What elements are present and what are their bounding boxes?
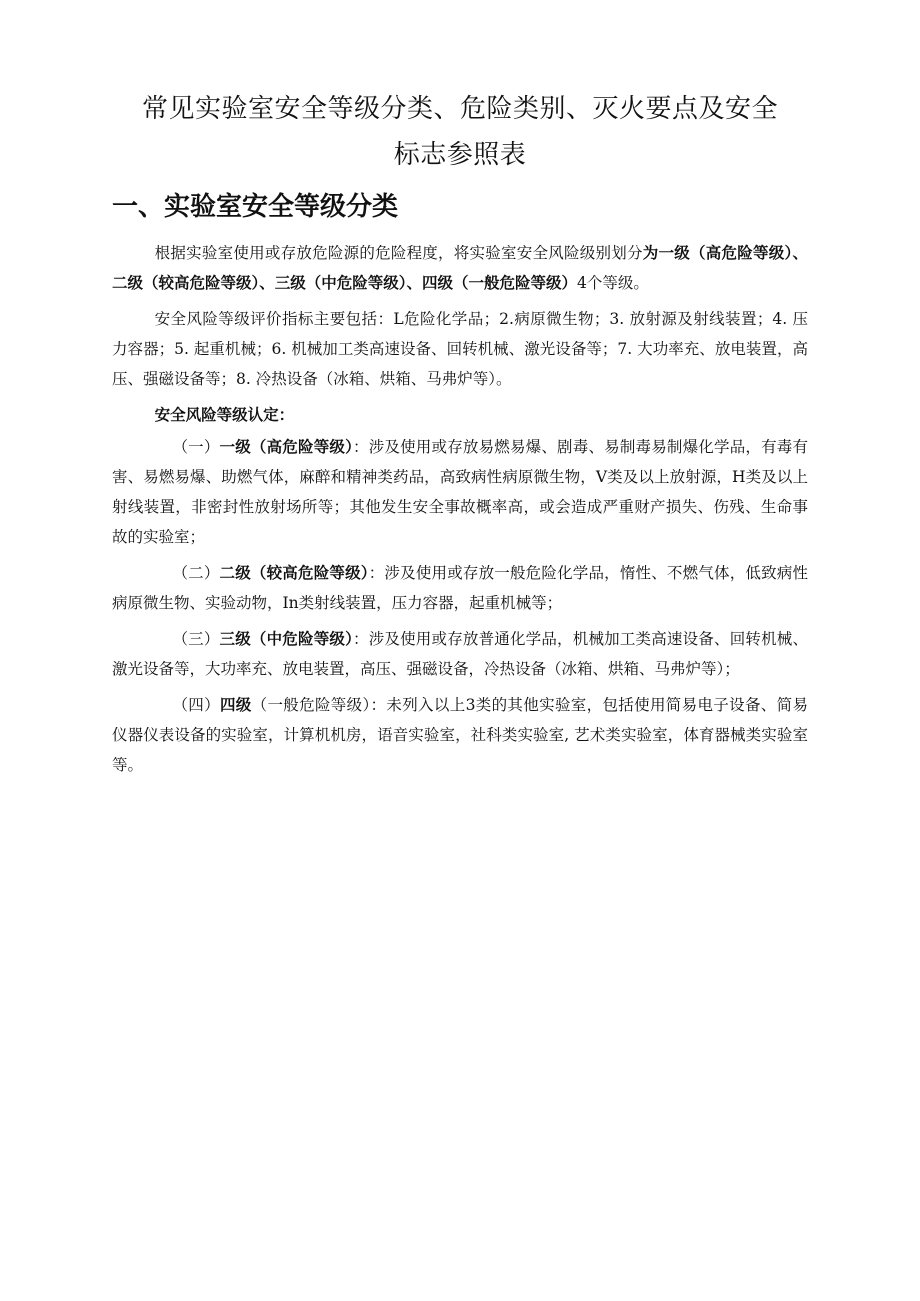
level-2-prefix: （二） bbox=[172, 564, 220, 582]
level-4-paragraph bbox=[112, 690, 808, 780]
level-3-paragraph bbox=[112, 624, 808, 684]
level-4-title: 四级 bbox=[219, 696, 252, 714]
level-2-paragraph bbox=[112, 558, 808, 618]
level-1-prefix: （一） bbox=[172, 438, 220, 456]
level-1-text: ：涉及使用或存放易燃易爆、剧毒、易制毒易制爆化学品，有毒有害、易燃易爆、助燃气体，麻醉和精神类药品，高致病性病原微生物，V类及以上放射源，H类及以上射线装置，非密封性放射场所等；其他发生安全事故概率高，或会造成严重财产损失、伤残、生命事故的实验室； bbox=[112, 438, 808, 546]
level-4-prefix: （四） bbox=[172, 696, 220, 714]
level-3-text: ：涉及使用或存放普通化学品，机械加工类高速设备、回转机械、激光设备等，大功率充、放电装置，高压、强磁设备，冷热设备（冰箱、烘箱、马弗炉等）； bbox=[112, 630, 808, 678]
title-line-2: 标志参照表 bbox=[393, 140, 527, 170]
level-2-text: ：涉及使用或存放一般危险化学品，惰性、不燃气体，低致病性病原微生物、实验动物，In类射线装置，压力容器，起重机械等； bbox=[112, 564, 808, 612]
title-line-1: 常见实验室安全等级分类、危险类别、灭火要点及安全 bbox=[141, 94, 778, 124]
level-3-title: 三级（中危险等级） bbox=[219, 630, 354, 648]
level-2-title: 二级（较高危险等级） bbox=[219, 564, 369, 582]
level-4-text: （一般危险等级）：未列入以上3类的其他实验室，包括使用简易电子设备、简易仪器仪表设备的实验室，计算机机房，语音实验室，社科类实验室, 艺术类实验室，体育器械类实验室等。 bbox=[112, 696, 808, 774]
level-1-title: 一级（高危险等级） bbox=[219, 438, 354, 456]
section-heading: 一、实验室安全等级分类 bbox=[112, 192, 399, 222]
recognition-label-text: 安全风险等级认定： bbox=[154, 406, 295, 424]
indicators-paragraph: 安全风险等级评价指标主要包括：L危险化学品；2.病原微生物；3. 放射源及射线装置；4. 压力容器；5. 起重机械；6. 机械加工类高速设备、回转机械、激光设备等；7. 大功率充、放电装置，高压、强磁设备等；8. 冷热设备（冰箱、烘箱、马弗炉等）。 bbox=[112, 310, 808, 388]
intro-count-text: 4个等级。 bbox=[577, 274, 649, 292]
intro-paragraph bbox=[112, 238, 808, 298]
level-3-prefix: （三） bbox=[172, 630, 220, 648]
document-title bbox=[112, 86, 808, 178]
recognition-label bbox=[112, 400, 808, 430]
intro-text: 根据实验室使用或存放危险源的危险程度，将实验室安全风险级别划分 bbox=[154, 244, 643, 262]
level-1-paragraph bbox=[112, 432, 808, 552]
intro-levels-bold: 为一级（高危险等级）、二级（较高危险等级）、三级（中危险等级）、四级（一般危险等级） bbox=[112, 244, 808, 292]
